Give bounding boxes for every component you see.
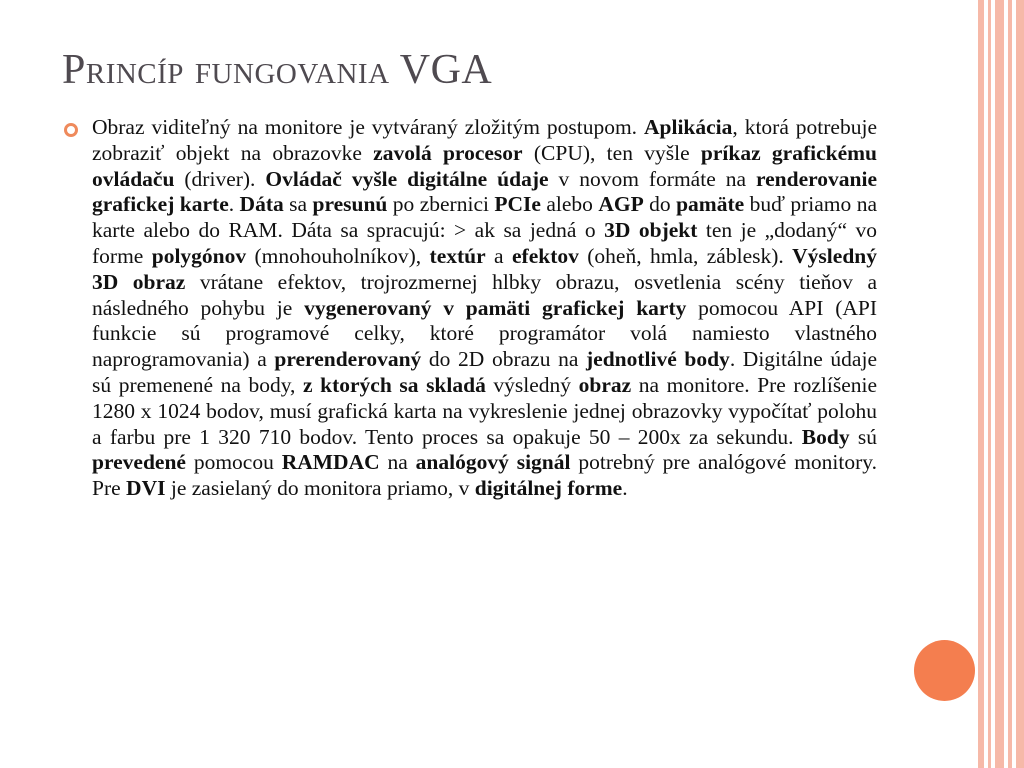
text-segment: na (379, 450, 416, 475)
decor-stripe-5 (1016, 0, 1024, 768)
bold-text-segment: zavolá procesor (373, 140, 523, 165)
text-segment: (mnohouholníkov), (246, 243, 430, 268)
bold-text-segment: obraz (578, 372, 632, 397)
bold-text-segment: jednotlivé body (586, 347, 730, 372)
decor-stripe-1 (978, 0, 984, 768)
bold-text-segment: príkaz grafickému ovládaču (92, 140, 878, 191)
bold-text-segment: PCIe (494, 192, 541, 217)
text-segment: do (643, 192, 677, 217)
text-segment: (driver). (174, 166, 266, 191)
text-segment: a (485, 243, 512, 268)
text-segment: po zbernici (387, 192, 495, 217)
bold-text-segment: Body (801, 424, 850, 449)
text-segment: je zasielaný do monitora priamo, v (165, 476, 475, 501)
bold-text-segment: pamäte (676, 192, 745, 217)
text-segment: pomocou API (API funkcie sú programové celky, ktoré programátor volá namiesto vlastného naprogramovania) a (92, 295, 877, 372)
text-segment: sa (283, 192, 313, 217)
bold-text-segment: analógový signál (415, 450, 571, 475)
text-segment: alebo (540, 192, 599, 217)
bold-text-segment: renderovanie grafickej karte (92, 166, 878, 217)
bold-text-segment: polygónov (151, 243, 247, 268)
text-segment: sú (849, 424, 878, 449)
bold-text-segment: presunú (312, 192, 388, 217)
text-segment: na monitore. Pre rozlíšenie 1280 x 1024 bodov, musí grafická karta na vykreslenie jednej obrazovky vypočítať polohu a farbu pre 1 320 710 bodov. Tento proces sa opakuje 50 – 200x za sekundu. (92, 372, 878, 449)
bold-text-segment: Ovládač vyšle digitálne údaje (265, 166, 549, 191)
bold-text-segment: digitálnej forme (474, 476, 623, 501)
decor-stripe-4 (1008, 0, 1012, 768)
bold-text-segment: AGP (598, 192, 644, 217)
bold-text-segment: Aplikácia (643, 115, 733, 139)
text-segment: . (622, 476, 628, 501)
text-segment: . Digitálne údaje sú premenené na body, (92, 347, 877, 397)
slide-title: Princíp fungovania VGA (62, 47, 493, 93)
decor-stripe-3 (995, 0, 1004, 768)
text-segment: potrebný pre analógové monitory. Pre (92, 450, 877, 501)
decor-stripe-2 (988, 0, 991, 768)
text-segment: pomocou (185, 450, 282, 475)
bold-text-segment: RAMDAC (281, 450, 380, 475)
bold-text-segment: z ktorých sa skladá (303, 372, 486, 397)
bold-text-segment: 3D objekt (604, 218, 698, 243)
bold-text-segment: prerenderovaný (274, 347, 422, 372)
text-segment: do 2D obrazu na (421, 347, 586, 372)
text-segment: výsledný (485, 372, 579, 397)
text-segment: ten je „dodaný“ vo forme (92, 218, 877, 268)
bold-text-segment: vygenerovaný v pamäti grafickej karty (304, 295, 687, 320)
bold-text-segment: prevedené (92, 450, 186, 475)
bullet-text (92, 115, 877, 502)
text-segment: buď priamo na karte alebo do RAM. Dáta sa spracujú: > ak sa jedná o (92, 192, 877, 243)
ring-bullet-icon (64, 123, 78, 137)
text-segment: Obraz viditeľný na monitore je vytváraný zložitým postupom. (92, 115, 644, 139)
bold-text-segment: efektov (512, 243, 579, 268)
text-segment: . (228, 192, 240, 217)
text-segment: (oheň, hmla, záblesk). (578, 243, 793, 268)
bold-text-segment: textúr (429, 243, 486, 268)
text-segment: v novom formáte na (548, 166, 756, 191)
bold-text-segment: DVI (126, 476, 166, 501)
bold-text-segment: Dáta (239, 192, 284, 217)
text-segment: vrátane efektov, trojrozmernej hlbky obrazu, osvetlenia scény tieňov a následného pohybu je (92, 269, 877, 320)
text-segment: (CPU), ten vyšle (522, 140, 701, 165)
bold-text-segment: Výsledný 3D obraz (92, 243, 877, 294)
decor-circle-dot (914, 640, 975, 701)
text-segment: , ktorá potrebuje zobraziť objekt na obrazovke (92, 115, 877, 165)
